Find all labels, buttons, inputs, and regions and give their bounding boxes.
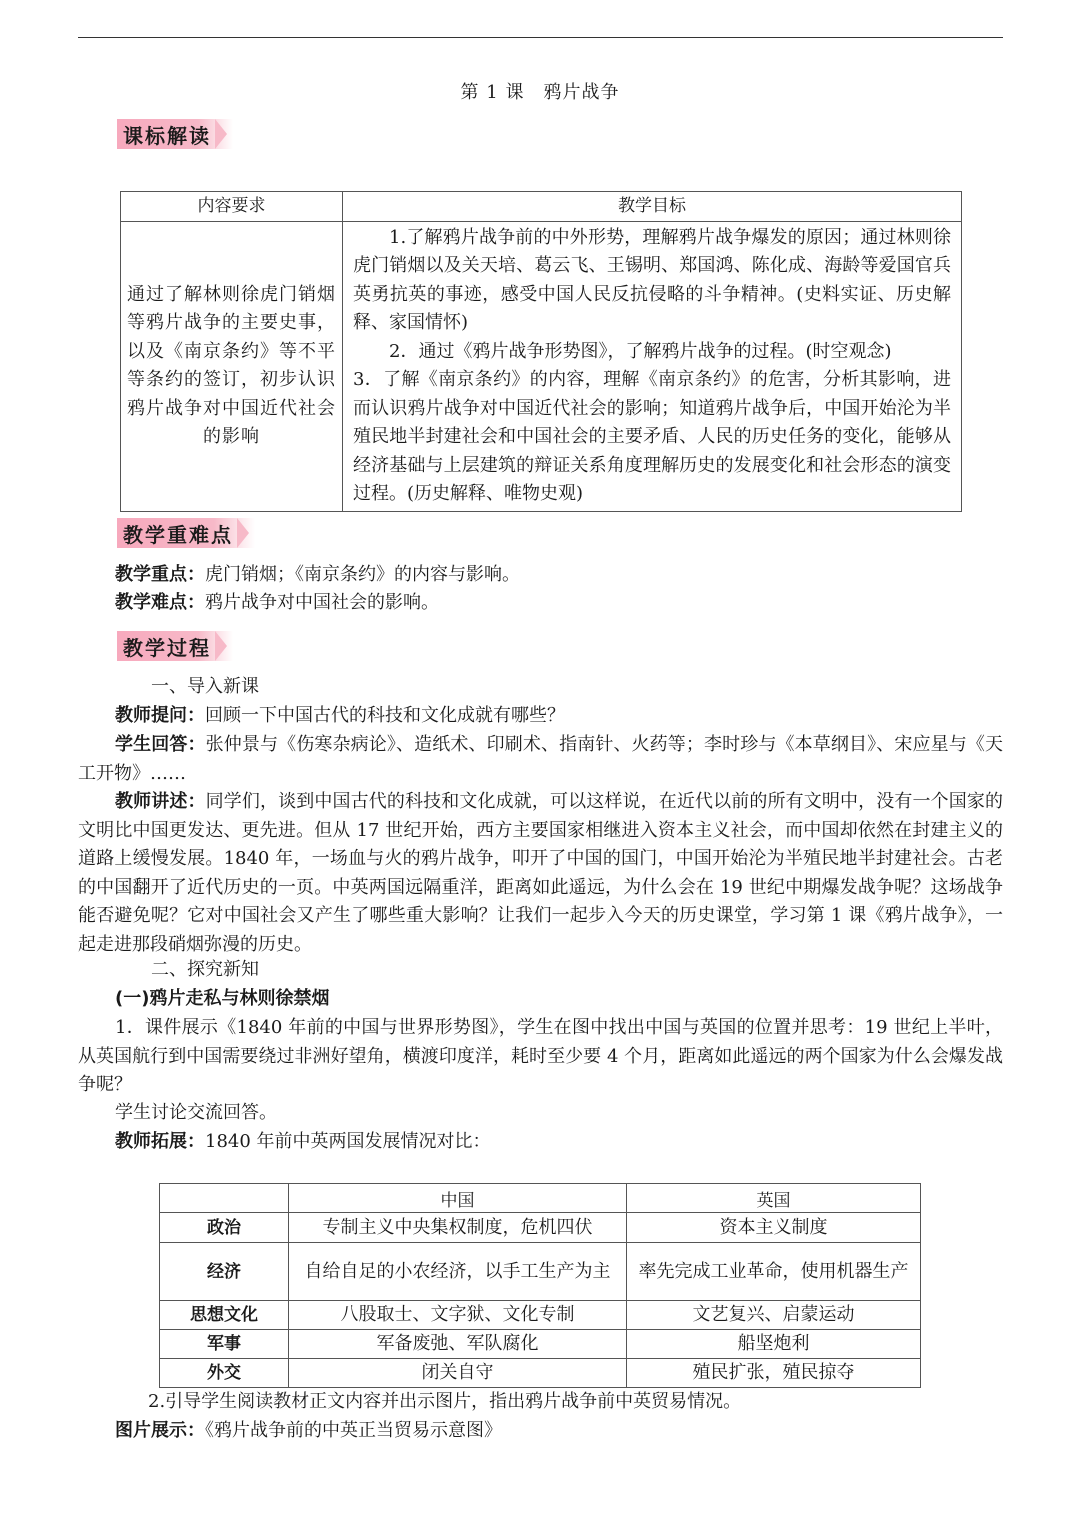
table-header: 教学目标 xyxy=(343,192,962,222)
focus-text: 虎门销烟；《南京条约》的内容与影响。 xyxy=(205,564,520,585)
section-tag-label: 课标解读 xyxy=(123,123,211,148)
table-row xyxy=(160,1243,921,1301)
student-discussion: 学生讨论交流回答。 xyxy=(115,1102,277,1123)
row-label: 政治 xyxy=(160,1213,289,1243)
cell-china: 八股取士、文字狱、文化专制 xyxy=(289,1301,627,1330)
difficulty-text: 鸦片战争对中国社会的影响。 xyxy=(205,592,439,613)
cell-china: 军备废弛、军队腐化 xyxy=(289,1330,627,1359)
image-display xyxy=(115,1417,1005,1446)
student-answer xyxy=(78,731,1003,788)
comparison-table xyxy=(159,1183,921,1388)
focus-label: 教学重点： xyxy=(115,564,205,585)
teaching-focus xyxy=(115,561,1005,590)
extension-label: 教师拓展： xyxy=(115,1131,205,1152)
section-tag-label: 教学重难点 xyxy=(123,522,233,547)
question-text: 回顾一下中国古代的科技和文化成就有哪些？ xyxy=(205,705,565,726)
goal-item: 1.了解鸦片战争前的中外形势，理解鸦片战争爆发的原因；通过林则徐虎门销烟以及关天培、葛云飞、王锡明、郑国鸿、陈化成、海龄等爱国官兵英勇抗英的事迹，感受中国人民反抗侵略的斗争精神。(史料实证、历史解释、家国情怀) xyxy=(353,226,951,333)
section-tag-key-points xyxy=(117,518,255,548)
answer-text: 张仲景与《伤寒杂病论》、造纸术、印刷术、指南针、火药等；李时珍与《本草纲目》、宋应星与《天工开物》…… xyxy=(78,734,1004,784)
tag-arrow-icon xyxy=(237,518,249,548)
teacher-extension xyxy=(115,1128,1005,1157)
activity-item-1: 1．课件展示《1840 年前的中国与世界形势图》，学生在图中找出中国与英国的位置并思考：19 世纪上半叶，从英国航行到中国需要绕过非洲好望角，横渡印度洋，耗时至少要 4 个月，距离如此遥远的两个国家为什么会爆发战争呢？ xyxy=(78,1017,1003,1095)
question-label: 教师提问： xyxy=(115,705,205,726)
teacher-question xyxy=(115,702,1005,731)
extension-text: 1840 年前中英两国发展情况对比： xyxy=(205,1131,491,1152)
table-header: 英国 xyxy=(627,1184,921,1213)
cell-china: 自给自足的小农经济，以手工生产为主 xyxy=(289,1243,627,1301)
tag-arrow-icon xyxy=(215,119,227,149)
row-label: 经济 xyxy=(160,1243,289,1301)
cell-britain: 资本主义制度 xyxy=(627,1213,921,1243)
teaching-goals xyxy=(343,221,962,511)
section-tag-process xyxy=(117,631,233,661)
activity-item-2: 2.引导学生阅读教材正文内容并出示图片，指出鸦片战争前中英贸易情况。 xyxy=(148,1391,742,1412)
answer-label: 学生回答： xyxy=(115,734,206,755)
curriculum-table xyxy=(120,191,962,512)
table-header: 中国 xyxy=(289,1184,627,1213)
teacher-lecture xyxy=(78,788,1003,959)
teaching-difficulty xyxy=(115,589,1005,618)
intro-heading: 一、导入新课 xyxy=(151,676,259,697)
explore-heading: 二、探究新知 xyxy=(151,959,259,980)
lecture-text: 同学们，谈到中国古代的科技和文化成就，可以这样说，在近代以前的所有文明中，没有一个国家的文明比中国更发达、更先进。但从 17 世纪开始，西方主要国家相继进入资本主义社会，而中国却依然在封建主义的道路上缓慢发展。1840 年，一场血与火的鸦片战争，叩开了中国的国门，中国开始沦为半殖民地半封建社会。古老的中国翻开了近代历史的一页。中英两国远隔重洋，距离如此遥远，为什么会在 19 世纪中期爆发战争呢？这场战争能否避免呢？它对中国社会又产生了哪些重大影响？让我们一起步入今天的历史课堂，学习第 1 课《鸦片战争》，一起走进那段硝烟弥漫的历史。 xyxy=(78,791,1003,955)
section-tag-label: 教学过程 xyxy=(123,635,211,660)
table-row xyxy=(160,1301,921,1330)
tag-arrow-icon xyxy=(215,631,227,661)
cell-britain: 殖民扩张，殖民掠夺 xyxy=(627,1359,921,1388)
table-row xyxy=(160,1330,921,1359)
cell-britain: 文艺复兴、启蒙运动 xyxy=(627,1301,921,1330)
row-label: 军事 xyxy=(160,1330,289,1359)
goal-item: 3．了解《南京条约》的内容，理解《南京条约》的危害，分析其影响，进而认识鸦片战争对中国近代社会的影响；知道鸦片战争后，中国开始沦为半殖民地半封建社会和中国社会的主要矛盾、人民的历史任务的变化，能够从经济基础与上层建筑的辩证关系角度理解历史的发展变化和社会形态的演变过程。(历史解释、唯物史观) xyxy=(353,369,951,504)
image-display-label: 图片展示： xyxy=(115,1420,205,1441)
difficulty-label: 教学难点： xyxy=(115,592,205,613)
image-display-text: 《鸦片战争前的中英正当贸易示意图》 xyxy=(205,1420,502,1441)
cell-china: 闭关自守 xyxy=(289,1359,627,1388)
row-label: 外交 xyxy=(160,1359,289,1388)
cell-britain: 船坚炮利 xyxy=(627,1330,921,1359)
table-row xyxy=(160,1213,921,1243)
table-header: 内容要求 xyxy=(121,192,343,222)
lesson-title: 第 1 课 鸦片战争 xyxy=(460,82,620,103)
lecture-label: 教师讲述： xyxy=(115,791,206,812)
content-requirement: 通过了解林则徐虎门销烟等鸦片战争的主要史事，以及《南京条约》等不平等条约的签订，初步认识鸦片战争对中国近代社会的影响 xyxy=(121,221,343,511)
goal-item: 2．通过《鸦片战争形势图》，了解鸦片战争的过程。(时空观念) xyxy=(389,340,892,362)
sub-heading: (一)鸦片走私与林则徐禁烟 xyxy=(115,988,330,1009)
cell-britain: 率先完成工业革命，使用机器生产 xyxy=(627,1243,921,1301)
header-rule xyxy=(78,37,1003,38)
row-label: 思想文化 xyxy=(160,1301,289,1330)
cell-china: 专制主义中央集权制度，危机四伏 xyxy=(289,1213,627,1243)
table-row xyxy=(160,1359,921,1388)
section-tag-curriculum xyxy=(117,119,233,149)
table-header xyxy=(160,1184,289,1213)
